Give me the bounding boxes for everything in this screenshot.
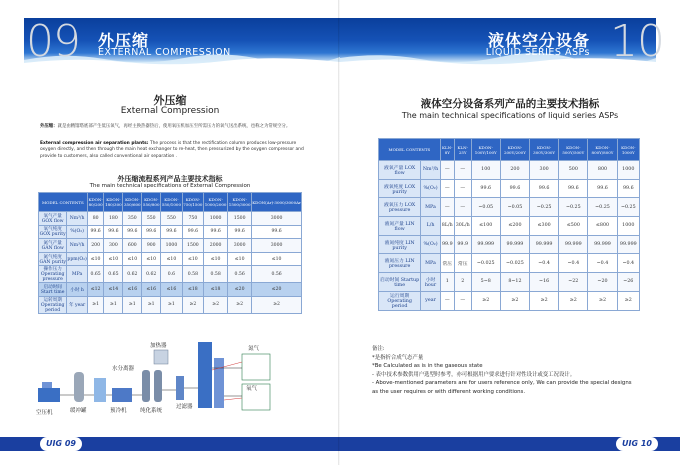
table-cell: —	[440, 161, 454, 180]
row-unit: MPa	[421, 254, 440, 273]
table-cell: 350	[123, 212, 142, 226]
table-cell: 800	[588, 161, 617, 180]
table-cell: 100	[471, 161, 500, 180]
left-table-title-cn: 外压缩流程系列产品主要技术指标	[117, 175, 223, 183]
table-cell: —	[440, 291, 454, 310]
label-filter: 过滤器	[176, 404, 193, 410]
header-cell: KDON(Ar)-3000/3000Ar	[252, 193, 302, 212]
table-row	[379, 217, 640, 236]
table-cell: ~0.05	[471, 198, 500, 217]
table-cell: 99.6	[500, 179, 529, 198]
table-cell: ≥1	[161, 296, 182, 313]
header-cell: KDON-350/600	[123, 193, 142, 212]
row-label: 液氮纯度 LIN purity	[379, 235, 421, 254]
table-cell: 1500	[228, 212, 252, 226]
table-cell: 1000	[617, 161, 639, 180]
table-cell: 99.6	[104, 225, 123, 239]
header-cell-model: MODEL CONTENTS	[39, 193, 88, 212]
table-cell: ≤10	[161, 252, 182, 266]
table-cell: 3000	[252, 212, 302, 226]
header-cell: KDON-200Y/200Y	[500, 139, 529, 161]
row-unit: ppm(O₂)	[67, 252, 87, 266]
label-oxygen: 氧气	[246, 386, 258, 392]
row-unit: L/h	[421, 217, 440, 236]
table-cell: ≥1	[104, 296, 123, 313]
row-label: 氧气产量 GOX flow	[39, 212, 67, 226]
left-header-title-en: EXTERNAL COMPRESSION	[98, 47, 231, 58]
table-header-row	[39, 193, 302, 212]
table-cell: 99.6	[559, 179, 588, 198]
notes-line-1: *是指折合成气态产量	[372, 354, 424, 361]
label-buffer-tank: 缓冲罐	[70, 408, 87, 414]
table-cell: ~0.025	[471, 254, 500, 273]
table-cell: 550	[142, 212, 161, 226]
table-cell: 1000	[161, 239, 182, 253]
table-cell: 180	[104, 212, 123, 226]
table-cell: 99.6	[252, 225, 302, 239]
table-cell: ≤10	[228, 252, 252, 266]
table-cell: —	[440, 198, 454, 217]
table-cell: 99.6	[161, 225, 182, 239]
table-cell: 1000	[617, 217, 639, 236]
header-cell: KDON-180/300	[104, 193, 123, 212]
table-cell: 99.999	[588, 235, 617, 254]
intro-label-cn: 外压缩：	[40, 124, 58, 129]
right-footer-bar	[340, 437, 680, 451]
table-cell: —	[440, 179, 454, 198]
table-cell: ~0.25	[530, 198, 559, 217]
right-page-number: 10	[610, 16, 664, 67]
intro-label-en: External compression air separation plants:	[40, 141, 149, 146]
table-cell: 900	[142, 239, 161, 253]
table-cell: ≤14	[104, 283, 123, 297]
row-label: 操作压力 Operating pressure	[39, 266, 67, 283]
row-unit: Nm³/h	[421, 161, 440, 180]
purifier-right-shape	[154, 370, 162, 402]
header-cell: KDON-1000Y	[617, 139, 639, 161]
intro-paragraph-en	[40, 141, 310, 160]
table-cell: 99.999	[617, 235, 639, 254]
table-cell: 99.9	[454, 235, 471, 254]
table-cell: ≥1	[123, 296, 142, 313]
water-separator-shape	[94, 378, 106, 402]
table-cell: 0.56	[252, 266, 302, 283]
notes-line-2: *Be Calculated as is in the gaseous state	[372, 363, 483, 370]
table-cell: 99.999	[530, 235, 559, 254]
table-cell: 300	[104, 239, 123, 253]
row-unit: %(O₂)	[67, 225, 87, 239]
row-label: 液氧纯度 LOX purity	[379, 179, 421, 198]
intro-text-cn: 就是由精馏塔底部产生低压氧气，再经主换热器热后，使用氧压机加压至所需压力的氧气送出系统，也称之为常规空分。	[57, 124, 291, 129]
label-nitrogen: 氮气	[248, 346, 260, 352]
table-cell: ≥2	[617, 291, 639, 310]
table-cell: 750	[182, 212, 203, 226]
table-cell: 99.6	[228, 225, 252, 239]
purifier-left-shape	[142, 370, 150, 402]
table-cell: 99.9	[440, 235, 454, 254]
liquid-series-table	[378, 138, 640, 311]
table-cell: ≤10	[204, 252, 228, 266]
table-row	[379, 235, 640, 254]
table-cell: ≤300	[530, 217, 559, 236]
header-cell: KDON-550/800	[142, 193, 161, 212]
header-cell: KDON-80/200	[87, 193, 104, 212]
table-cell: 2	[454, 273, 471, 292]
table-header-row	[379, 139, 640, 161]
table-row	[379, 198, 640, 217]
table-cell: ≥2	[182, 296, 203, 313]
intro-text-en: The process is that the rectification column produces low-pressure oxygen directly, and then through the main heat exchanger to re-heat, then pressurized by the oxygen compressor and provide to customers, also called conventional air separation .	[40, 141, 304, 159]
table-row	[39, 225, 302, 239]
table-cell: 99.999	[500, 235, 529, 254]
header-cell: KLN-8Y	[440, 139, 454, 161]
table-cell: 99.6	[182, 225, 203, 239]
table-row	[39, 266, 302, 283]
row-label: 启动时间 Startup time	[379, 273, 421, 292]
table-cell: 200	[500, 161, 529, 180]
row-unit: %(O₂)	[421, 179, 440, 198]
table-cell: ≥2	[500, 291, 529, 310]
header-cell: KDON-800Y/800Y	[588, 139, 617, 161]
label-air-compressor: 空压机	[36, 410, 53, 416]
right-header-title-cn: 液体空分设备	[487, 31, 590, 50]
notes-block	[372, 345, 634, 397]
table-cell: ≥2	[559, 291, 588, 310]
header-cell: KDON-300Y/300Y	[530, 139, 559, 161]
row-unit: 小时 hour	[421, 273, 440, 292]
table-cell: ≥2	[530, 291, 559, 310]
table-cell: ≥2	[228, 296, 252, 313]
table-cell: 99.6	[204, 225, 228, 239]
label-water-separator: 水分离器	[112, 366, 135, 372]
header-cell: KDON-500Y/500Y	[559, 139, 588, 161]
table-cell: ~20	[588, 273, 617, 292]
table-row	[39, 239, 302, 253]
table-row	[379, 273, 640, 292]
right-section-title-en: The main technical specifications of liquid series ASPs	[401, 111, 619, 120]
table-row	[39, 296, 302, 313]
section-title-cn: 外压缩	[153, 94, 187, 107]
header-cell: KDON-1500/3000	[228, 193, 252, 212]
table-cell: —	[454, 291, 471, 310]
table-cell: ~0.25	[559, 198, 588, 217]
table-cell: ≥1	[142, 296, 161, 313]
header-cell: KDON-1000/2000	[204, 193, 228, 212]
table-row	[379, 161, 640, 180]
nitrogen-compressor-shape	[242, 354, 270, 380]
table-cell: 200	[87, 239, 104, 253]
process-diagram-svg	[30, 340, 315, 420]
table-cell: ~22	[559, 273, 588, 292]
table-cell: 0.56	[228, 266, 252, 283]
table-cell: ~0.25	[617, 198, 639, 217]
row-label: 运行周期 Operating period	[379, 291, 421, 310]
table-cell: 99.6	[617, 179, 639, 198]
table-cell: 2000	[204, 239, 228, 253]
left-header-title-cn: 外压缩	[98, 31, 150, 50]
row-unit: Nm³/h	[67, 239, 87, 253]
buffer-tank-shape	[74, 372, 84, 402]
process-diagram	[30, 340, 315, 420]
table-row	[39, 252, 302, 266]
table-row	[39, 283, 302, 297]
table-cell: 30L/h	[454, 217, 471, 236]
table-cell: ≤18	[204, 283, 228, 297]
table-cell: 99.6	[471, 179, 500, 198]
left-table-title-en: The main technical specifications of External Compression	[89, 183, 251, 189]
table-cell: ≤10	[104, 252, 123, 266]
table-cell: 500	[559, 161, 588, 180]
left-page-number: 09	[26, 16, 80, 67]
table-cell: ~0.4	[530, 254, 559, 273]
cold-box-shape	[198, 342, 212, 408]
table-cell: ≤10	[182, 252, 203, 266]
row-unit: MPa	[421, 198, 440, 217]
table-cell: ~0.025	[500, 254, 529, 273]
table-cell: ≤20	[252, 283, 302, 297]
table-cell: 常压	[454, 254, 471, 273]
table-cell: ~0.25	[588, 198, 617, 217]
table-cell: 3000	[228, 239, 252, 253]
table-cell: ≤12	[87, 283, 104, 297]
table-cell: ~0.4	[588, 254, 617, 273]
row-label: 液氮压力 LIN pressure	[379, 254, 421, 273]
table-cell: ≤10	[87, 252, 104, 266]
row-label: 运转周期 Operating period	[39, 296, 67, 313]
right-header-title-en: LIQUID SERIES ASPs	[485, 47, 590, 58]
table-cell: ≤16	[161, 283, 182, 297]
table-cell: 0.65	[87, 266, 104, 283]
table-cell: ≤20	[228, 283, 252, 297]
table-cell: 5~8	[471, 273, 500, 292]
header-cell: KDON-550/1000	[161, 193, 182, 212]
table-cell: ≤16	[142, 283, 161, 297]
table-row	[39, 212, 302, 226]
left-footer-badge: UIG 09	[40, 437, 82, 451]
table-cell: ≤18	[182, 283, 203, 297]
heater-shape	[154, 350, 168, 364]
row-label: 氮气纯度 GAN purity	[39, 252, 67, 266]
label-heater: 加热器	[150, 343, 167, 349]
header-cell: KDON-750/1500	[182, 193, 203, 212]
table-cell: 8L/h	[440, 217, 454, 236]
table-cell: ≤10	[252, 252, 302, 266]
row-label: 液氮产量 LIN flow	[379, 217, 421, 236]
table-cell: ~0.4	[617, 254, 639, 273]
table-cell: 0.62	[123, 266, 142, 283]
precooler-shape	[112, 388, 132, 402]
row-unit: Nm³/h	[67, 212, 87, 226]
row-unit: 年 year	[67, 296, 87, 313]
header-cell-model: MODEL CONTENTS	[379, 139, 441, 161]
notes-line-4: - Above-mentioned parameters are for users reference only, We can provide the special designs as the user requires or with different working conditions.	[372, 380, 632, 395]
table-cell: 600	[123, 239, 142, 253]
row-unit: MPa	[67, 266, 87, 283]
table-cell: 常压	[440, 254, 454, 273]
table-cell: ≥1	[87, 296, 104, 313]
table-cell: —	[454, 179, 471, 198]
table-cell: ≤200	[500, 217, 529, 236]
table-cell: 1	[440, 273, 454, 292]
table-cell: ≤10	[142, 252, 161, 266]
table-row	[379, 179, 640, 198]
table-cell: 300	[530, 161, 559, 180]
right-section-title-cn: 液体空分设备系列产品的主要技术指标	[420, 98, 600, 110]
header-cell: KLN-25Y	[454, 139, 471, 161]
intro-paragraph-cn	[40, 124, 310, 130]
table-cell: ≤16	[123, 283, 142, 297]
table-cell: ~0.4	[559, 254, 588, 273]
table-cell: 99.999	[559, 235, 588, 254]
table-cell: 99.6	[142, 225, 161, 239]
row-unit: 小时 h	[67, 283, 87, 297]
notes-heading: 备注:	[372, 346, 385, 352]
label-precooler: 预冷机	[110, 408, 127, 414]
row-label: 氧气纯度 GOX purity	[39, 225, 67, 239]
table-cell: 99.6	[588, 179, 617, 198]
header-cell: KDON-100Y/100Y	[471, 139, 500, 161]
table-cell: 1500	[182, 239, 203, 253]
row-label: 液氧产量 LOX flow	[379, 161, 421, 180]
left-footer-bar	[0, 437, 340, 451]
table-cell: 3000	[252, 239, 302, 253]
table-cell: 8~12	[500, 273, 529, 292]
notes-line-3: - 表中技术参数供用户选型时参考，亦可根据用户要求进行针对性设计或变工况设计。	[372, 371, 576, 378]
row-label: 氮气产量 GAN flow	[39, 239, 67, 253]
row-label: 启动时间 Start time	[39, 283, 67, 297]
table-cell: ~26	[617, 273, 639, 292]
table-cell: 1000	[204, 212, 228, 226]
table-cell: 550	[161, 212, 182, 226]
row-unit: year	[421, 291, 440, 310]
table-row	[379, 291, 640, 310]
table-cell: ~0.05	[500, 198, 529, 217]
filter-shape	[176, 376, 184, 400]
table-cell: ≤100	[471, 217, 500, 236]
table-cell: 0.58	[182, 266, 203, 283]
table-cell: ≤800	[588, 217, 617, 236]
table-cell: 99.6	[530, 179, 559, 198]
table-cell: —	[454, 198, 471, 217]
external-compression-table	[38, 192, 302, 314]
table-cell: ≤10	[123, 252, 142, 266]
section-title-en: External Compression	[120, 106, 220, 116]
row-label: 液氧压力 LOX pressure	[379, 198, 421, 217]
table-cell: 0.58	[204, 266, 228, 283]
table-cell: ≥2	[252, 296, 302, 313]
label-purifier: 纯化系统	[140, 408, 163, 414]
table-cell: ≥2	[471, 291, 500, 310]
table-cell: ~16	[530, 273, 559, 292]
row-unit: %(O₂)	[421, 235, 440, 254]
table-cell: 0.62	[142, 266, 161, 283]
table-cell: ≥2	[588, 291, 617, 310]
table-cell: 0.65	[104, 266, 123, 283]
table-cell: 80	[87, 212, 104, 226]
table-cell: 99.999	[471, 235, 500, 254]
table-cell: 99.6	[87, 225, 104, 239]
table-cell: ≤500	[559, 217, 588, 236]
table-cell: ≥2	[204, 296, 228, 313]
right-footer-badge: UIG 10	[616, 437, 658, 451]
table-cell: 0.6	[161, 266, 182, 283]
table-row	[379, 254, 640, 273]
table-cell: 99.6	[123, 225, 142, 239]
table-cell: —	[454, 161, 471, 180]
air-compressor-shape	[38, 388, 60, 402]
